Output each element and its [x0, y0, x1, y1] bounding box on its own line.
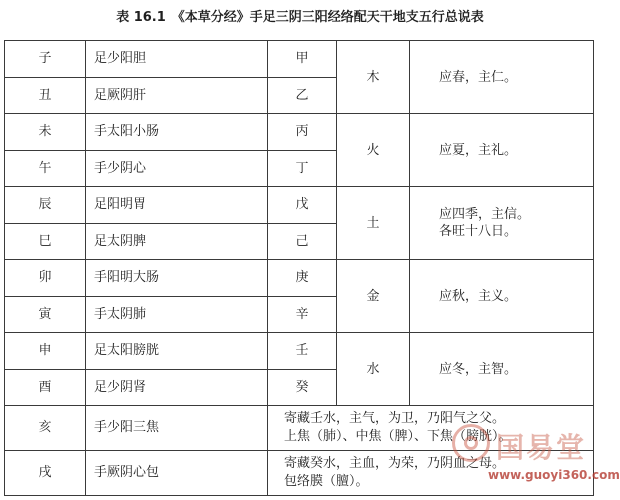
meridian-cell: 手太阴肺 [86, 296, 268, 333]
element-cell: 木 [337, 41, 410, 114]
watermark-name: 国易堂 [496, 431, 587, 464]
meridian-cell: 足太阴脾 [86, 223, 268, 260]
meridian-cell: 手少阴心 [86, 150, 268, 187]
stem-cell: 丁 [268, 150, 337, 187]
element-desc-cell [410, 187, 594, 260]
meridian-cell: 足太阳膀胱 [86, 333, 268, 370]
stem-cell: 甲 [268, 41, 337, 78]
branch-cell: 申 [5, 333, 86, 370]
meridian-cell: 手少阳三焦 [86, 406, 268, 451]
branch-cell: 戌 [5, 450, 86, 495]
element-desc-line: 各旺十八日。 [439, 224, 518, 239]
correspondence-table [4, 40, 594, 496]
note-line: 包络膜（膻）。 [284, 473, 369, 489]
table-row [5, 450, 594, 495]
table-title: 《本草分经》手足三阴三阳经络配天干地支五行总说表 [171, 10, 484, 25]
table-number: 表 16.1 [116, 10, 166, 25]
branch-cell: 巳 [5, 223, 86, 260]
element-desc-line: 应冬，主智。 [439, 361, 518, 377]
stem-cell: 乙 [268, 77, 337, 114]
branch-cell: 未 [5, 114, 86, 151]
table-caption [0, 6, 600, 28]
table-row [5, 187, 594, 224]
stem-cell: 己 [268, 223, 337, 260]
element-desc-cell [410, 114, 594, 187]
branch-cell: 子 [5, 41, 86, 78]
note-line: 寄藏癸水，主血，为荣，乃阴血之母。 [284, 455, 506, 471]
element-desc-cell [410, 41, 594, 114]
element-desc-line: 应秋，主义。 [439, 288, 518, 304]
element-desc-line: 应四季，主信。 [439, 207, 531, 222]
branch-cell: 丑 [5, 77, 86, 114]
branch-cell: 酉 [5, 369, 86, 406]
stem-cell: 壬 [268, 333, 337, 370]
branch-cell: 寅 [5, 296, 86, 333]
element-desc-line: 应春，主仁。 [439, 69, 518, 85]
note-cell [268, 450, 594, 495]
table-row [5, 260, 594, 297]
branch-cell: 午 [5, 150, 86, 187]
meridian-cell: 手阳明大肠 [86, 260, 268, 297]
table-row [5, 114, 594, 151]
stem-cell: 辛 [268, 296, 337, 333]
element-cell: 火 [337, 114, 410, 187]
element-desc-cell [410, 333, 594, 406]
branch-cell: 卯 [5, 260, 86, 297]
stem-cell: 丙 [268, 114, 337, 151]
branch-cell: 辰 [5, 187, 86, 224]
watermark-url: www.guoyi360.com [488, 468, 620, 482]
meridian-cell: 足少阴肾 [86, 369, 268, 406]
element-cell: 土 [337, 187, 410, 260]
note-cell [268, 406, 594, 451]
note-line: 上焦（肺）、中焦（脾）、下焦（膀胱）。 [284, 428, 512, 444]
note-line: 寄藏壬水，主气，为卫，乃阳气之父。 [284, 410, 506, 426]
element-desc-line: 应夏，主礼。 [439, 142, 518, 158]
branch-cell: 亥 [5, 406, 86, 451]
table-row [5, 406, 594, 451]
meridian-cell: 手厥阴心包 [86, 450, 268, 495]
element-cell: 金 [337, 260, 410, 333]
meridian-cell: 足厥阴肝 [86, 77, 268, 114]
table-row [5, 41, 594, 78]
meridian-cell: 足阳明胃 [86, 187, 268, 224]
stem-cell: 庚 [268, 260, 337, 297]
meridian-cell: 足少阳胆 [86, 41, 268, 78]
stem-cell: 癸 [268, 369, 337, 406]
element-cell: 水 [337, 333, 410, 406]
table-row [5, 333, 594, 370]
meridian-cell: 手太阳小肠 [86, 114, 268, 151]
element-desc-cell [410, 260, 594, 333]
stem-cell: 戊 [268, 187, 337, 224]
